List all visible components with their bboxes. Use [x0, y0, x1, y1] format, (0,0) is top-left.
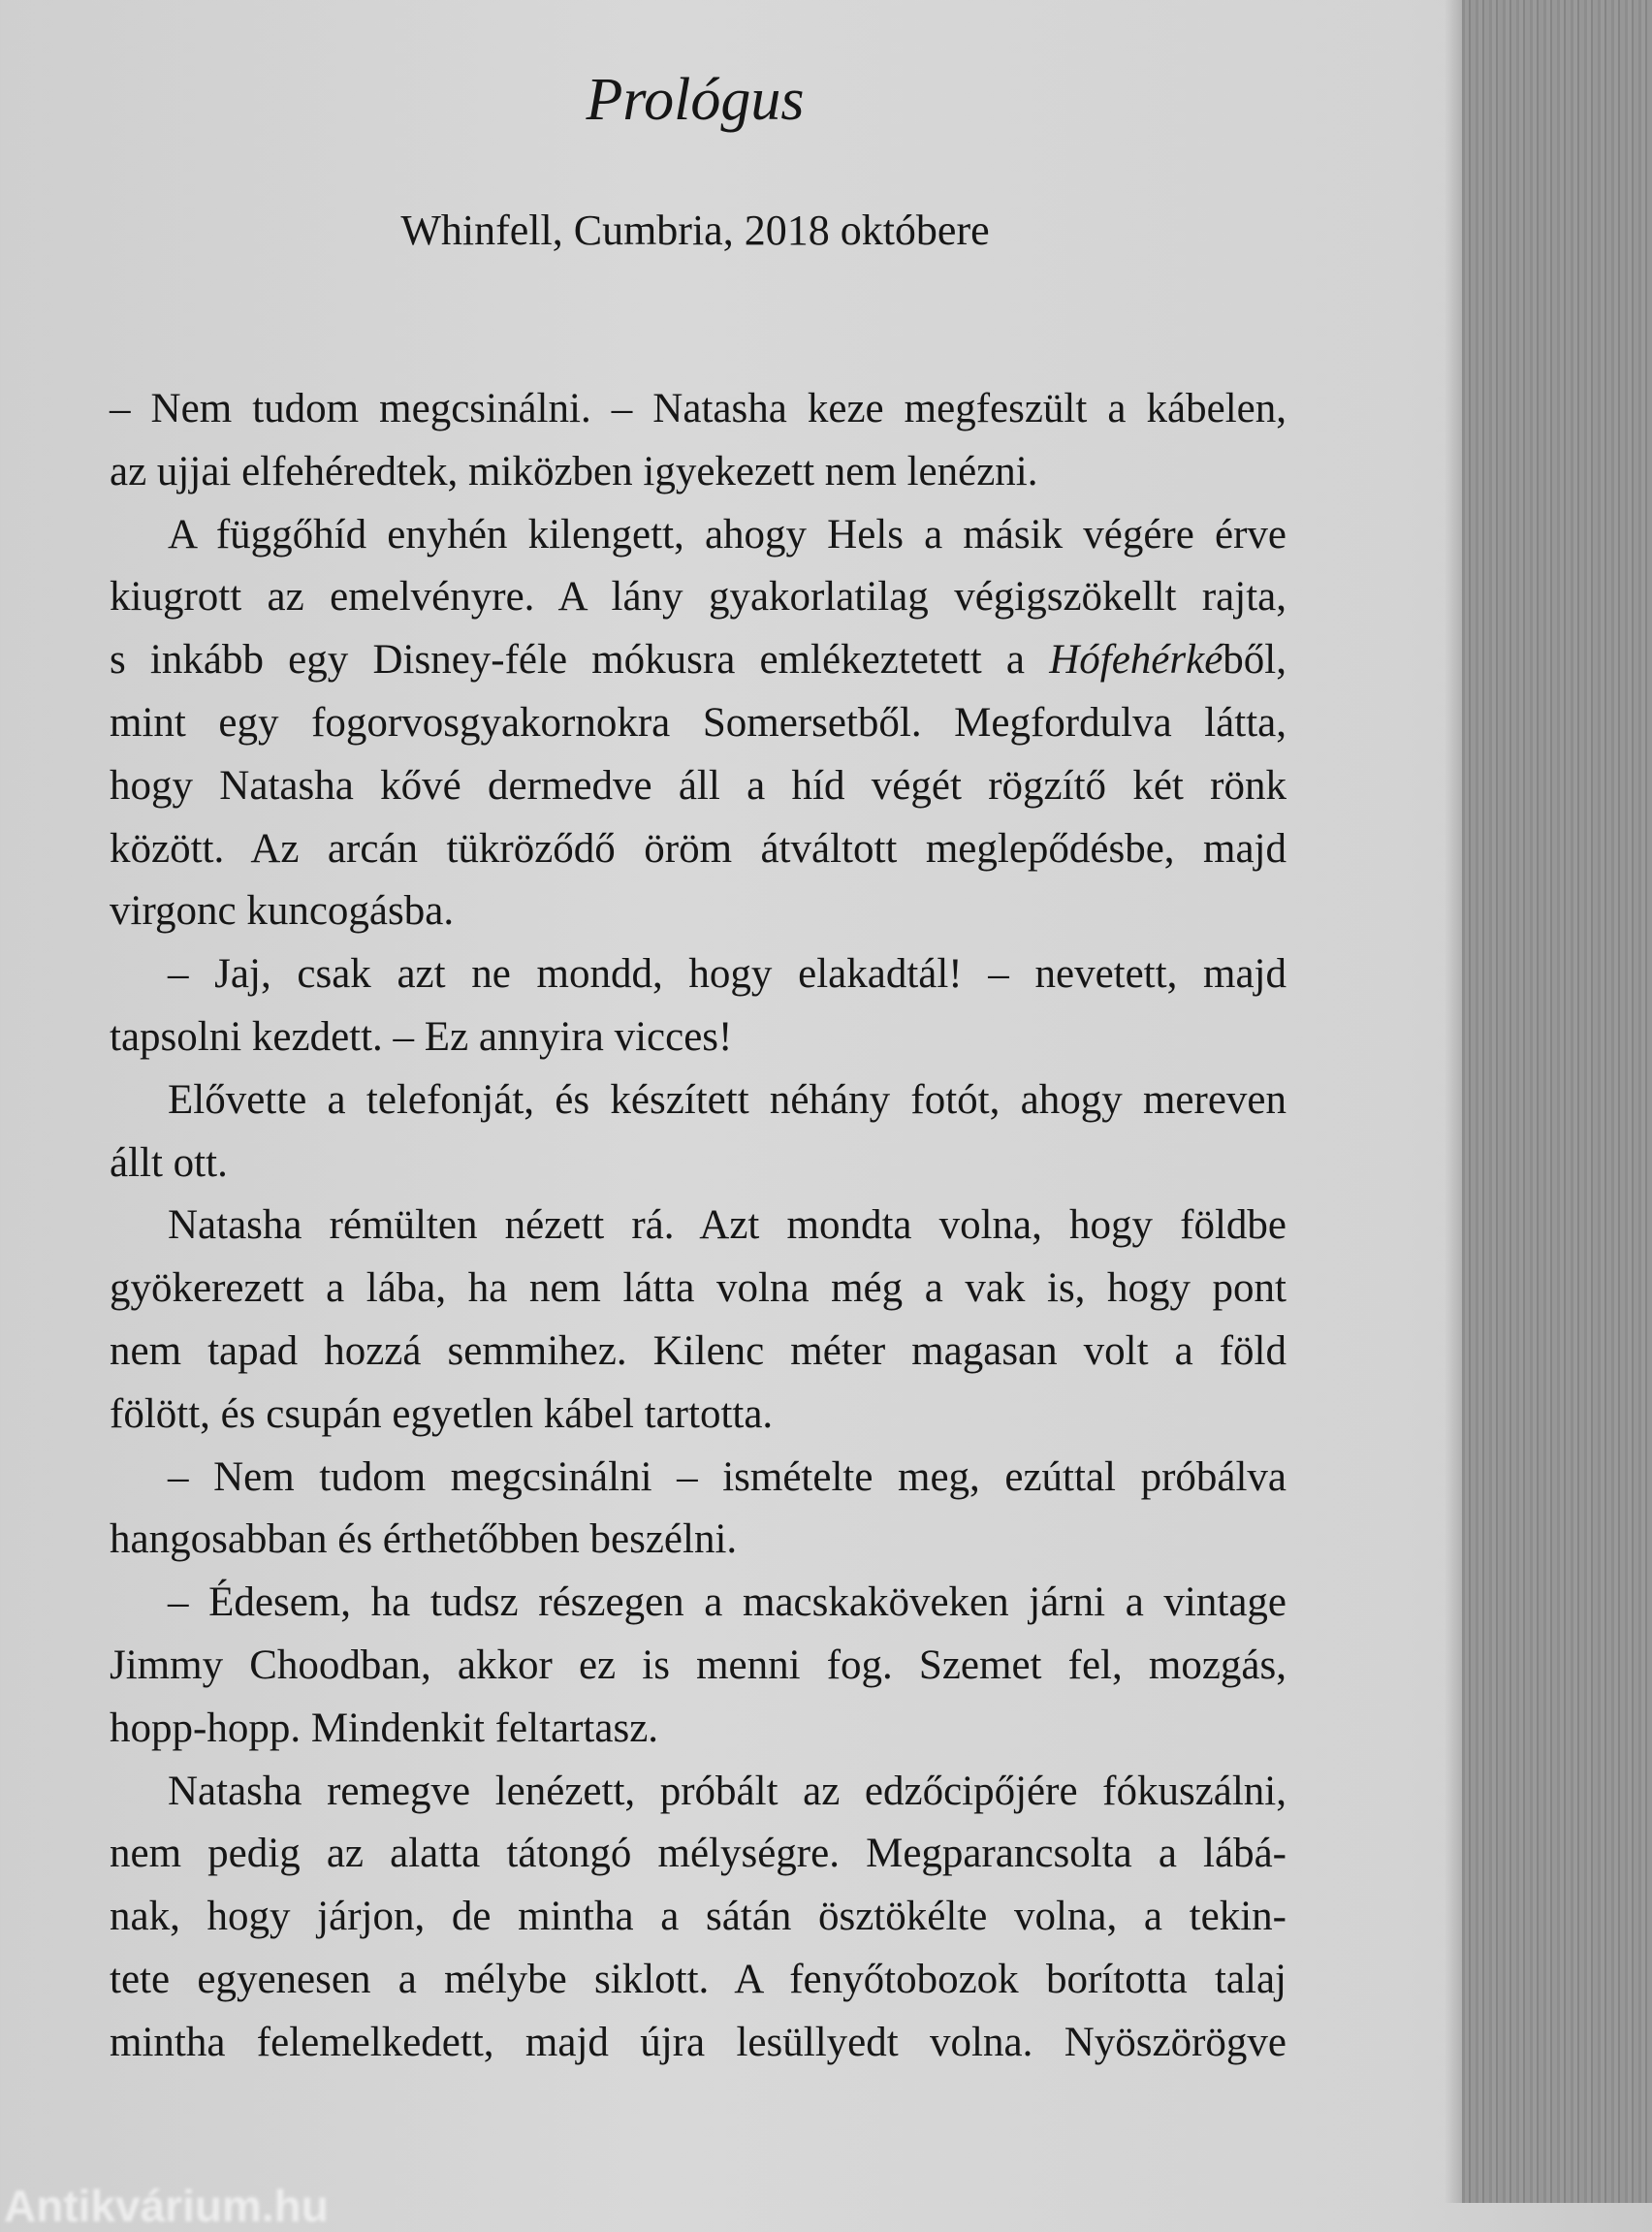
- text-line: [110, 441, 1287, 504]
- text-line: [110, 1069, 1287, 1132]
- text-line-content: gyökerezett a lába, ha nem látta volna még a vak is, hogy pont: [110, 1265, 1287, 1312]
- text-line-content: kiugrott az emelvényre. A lány gyakorlatilag végigszökellt rajta,: [110, 574, 1287, 621]
- text-line: [110, 1321, 1287, 1384]
- text-line-content: hangosabban és érthetőbben beszélni.: [110, 1516, 738, 1563]
- text-line: [110, 1698, 1287, 1761]
- text-line-content: – Nem tudom megcsinálni – ismételte meg, ezúttal próbálva: [168, 1453, 1287, 1500]
- text-line: [110, 1572, 1287, 1635]
- text-line: [110, 1195, 1287, 1258]
- text-line-content: között. Az arcán tükröződő öröm átváltott meglepődésbe, majd: [110, 825, 1287, 872]
- chapter-title: Prológus: [586, 67, 805, 133]
- text-line: [110, 566, 1287, 629]
- text-line-content: – Jaj, csak azt ne mondd, hogy elakadtál! – nevetett, majd: [168, 951, 1287, 998]
- text-line-content: – Nem tudom megcsinálni. – Natasha keze megfeszült a kábelen,: [110, 386, 1287, 431]
- text-line-content: Elővette a telefonját, és készített néhány fotót, ahogy mereven: [168, 1076, 1287, 1123]
- text-line: [110, 1886, 1287, 1949]
- text-line: [110, 943, 1287, 1006]
- adjacent-page-edge: [1462, 0, 1652, 2203]
- text-line-content: – Édesem, ha tudsz részegen a macskaköveken járni a vintage: [168, 1579, 1287, 1626]
- text-line: [110, 755, 1287, 818]
- text-line: [110, 1761, 1287, 1824]
- text-line-content: hogy Natasha kővé dermedve áll a híd végét rögzítő két rönk: [110, 762, 1287, 809]
- text-line-content: hopp-hopp. Mindenkit feltartasz.: [110, 1705, 659, 1751]
- text-line-content: s inkább egy Disney-féle mókusra emlékeztetett a: [110, 637, 1050, 684]
- text-line: [110, 629, 1287, 692]
- text-line: [110, 1132, 1287, 1196]
- text-line: [110, 1384, 1287, 1447]
- text-line-content: tete egyenesen a mélybe siklott. A fenyőtobozok borította talaj: [110, 1956, 1287, 2002]
- text-line-content: A függőhíd enyhén kilengett, ahogy Hels a másik végére érve: [168, 511, 1287, 558]
- text-line-content: Natasha rémülten nézett rá. Azt mondta volna, hogy földbe: [168, 1202, 1287, 1249]
- text-line: [110, 1823, 1287, 1886]
- text-line-content: fölött, és csupán egyetlen kábel tartotta.: [110, 1390, 774, 1437]
- text-line: [110, 880, 1287, 943]
- text-line: [110, 1949, 1287, 2012]
- text-line: [110, 692, 1287, 755]
- text-line-suffix: ből,: [1223, 637, 1287, 684]
- text-line-content: nak, hogy járjon, de mintha a sátán ösztökélte volna, a tekin-: [110, 1894, 1287, 1940]
- text-line-content: állt ott.: [110, 1139, 228, 1186]
- text-line: [110, 1635, 1287, 1698]
- text-line: [110, 2012, 1287, 2075]
- text-line-content: Natasha remegve lenézett, próbált az edzőcipőjére fókuszálni,: [168, 1768, 1287, 1814]
- italic-title: Hófehérké: [1049, 637, 1223, 684]
- text-line: [110, 1258, 1287, 1321]
- text-line-content: virgonc kuncogásba.: [110, 888, 455, 935]
- text-line-content: Jimmy Choodban, akkor ez is menni fog. Szemet fel, mozgás,: [110, 1642, 1287, 1688]
- text-line: [110, 504, 1287, 567]
- text-line: [110, 818, 1287, 881]
- text-line-content: nem pedig az alatta tátongó mélységre. Megparancsolta a lábá-: [110, 1831, 1287, 1877]
- location-date-subtitle: Whinfell, Cumbria, 2018 októbere: [400, 207, 990, 254]
- text-line-content: mintha felemelkedett, majd újra lesüllyedt volna. Nyöszörögve: [110, 2019, 1287, 2065]
- text-line: [110, 1447, 1287, 1510]
- text-line: [110, 1509, 1287, 1572]
- text-line-content: nem tapad hozzá semmihez. Kilenc méter magasan volt a föld: [110, 1327, 1287, 1374]
- text-line-content: tapsolni kezdett. – Ez annyira vicces!: [110, 1013, 733, 1060]
- text-line: [110, 378, 1287, 441]
- watermark: Antikvárium.hu: [4, 2181, 329, 2231]
- body-text: [110, 378, 1287, 2075]
- text-line: [110, 1006, 1287, 1069]
- text-line-content: az ujjai elfehéredtek, miközben igyekezett nem lenézni.: [110, 448, 1038, 494]
- text-line-content: mint egy fogorvosgyakornokra Somersetből. Megfordulva látta,: [110, 699, 1287, 746]
